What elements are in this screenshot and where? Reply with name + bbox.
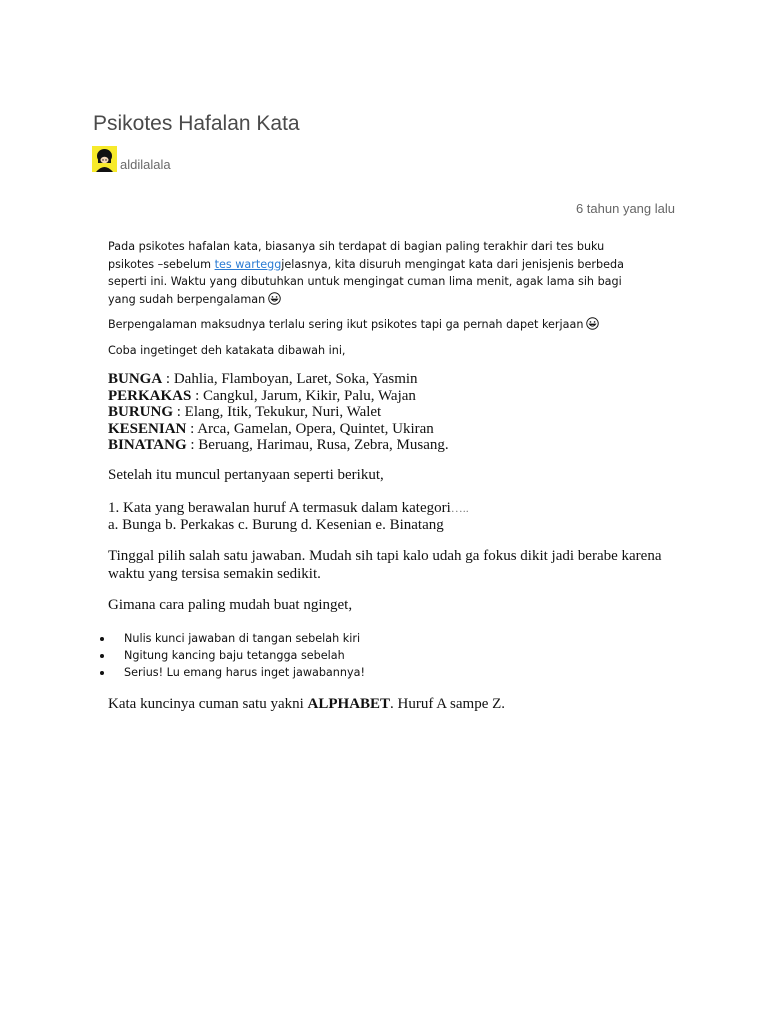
intro-paragraph — [108, 238, 648, 308]
category-words: : Cangkul, Jarum, Kikir, Palu, Wajan — [191, 387, 416, 404]
category-row — [108, 371, 449, 388]
closing-paragraph — [108, 696, 505, 713]
grinning-face-icon — [586, 317, 599, 330]
tes-wartegg-link[interactable]: tes wartegg — [214, 257, 282, 271]
question-options: a. Bunga b. Perkakas c. Burung d. Kesenian e. Binatang — [108, 517, 444, 533]
experience-paragraph — [108, 317, 599, 331]
avatar[interactable] — [92, 146, 117, 172]
category-row — [108, 421, 449, 438]
tip-text: Nulis kunci jawaban di tangan sebelah kiri — [124, 632, 361, 645]
closing-after: . Huruf A sampe Z. — [390, 696, 506, 712]
question-block — [108, 500, 469, 534]
category-row — [108, 404, 449, 421]
tip-text: Ngitung kancing baju tetangga sebelah — [124, 649, 345, 662]
category-name: KESENIAN — [108, 420, 187, 437]
tips-list — [98, 630, 365, 681]
author-row[interactable] — [92, 144, 171, 172]
after-paragraph: Setelah itu muncul pertanyaan seperti berikut, — [108, 467, 384, 483]
category-row — [108, 388, 449, 405]
category-words: : Dahlia, Flamboyan, Laret, Soka, Yasmin — [162, 371, 418, 387]
tip-text: Serius! Lu emang harus inget jawabannya! — [124, 666, 365, 679]
experience-text: Berpengalaman maksudnya terlalu sering ikut psikotes tapi ga pernah dapet kerjaan — [108, 318, 584, 331]
category-name: BUNGA — [108, 371, 163, 387]
instruction-paragraph: Coba ingetinget deh katakata dibawah ini, — [108, 344, 346, 357]
question-dots: ….. — [450, 501, 469, 515]
list-item — [98, 664, 365, 681]
category-name: BURUNG — [108, 404, 174, 421]
bullet-icon — [100, 637, 104, 641]
category-list — [108, 371, 449, 454]
category-words: : Arca, Gamelan, Opera, Quintet, Ukiran — [186, 420, 434, 437]
category-name: PERKAKAS — [108, 387, 192, 404]
bullet-icon — [100, 654, 104, 658]
closing-before: Kata kuncinya cuman satu yakni — [108, 696, 308, 712]
explanation-paragraph: Tinggal pilih salah satu jawaban. Mudah sih tapi kalo udah ga fokus dikit jadi berabe karena waktu yang tersisa semakin sedikit. — [108, 548, 662, 582]
intro-text-part1: Pada psikotes hafalan kata, biasanya sih terdapat di bagian paling terakhir dari tes buku psikotes –sebelum — [108, 240, 605, 271]
bullet-icon — [100, 671, 104, 675]
how-paragraph: Gimana cara paling mudah buat nginget, — [108, 597, 353, 613]
category-words: : Elang, Itik, Tekukur, Nuri, Walet — [173, 404, 382, 421]
intro-text-part2: jelasnya, kita disuruh mengingat kata dari jenisjenis berbeda seperti ini. Waktu yang dibutuhkan untuk mengingat cuman lima menit, agak lama sih bagi yang sudah berpengalaman — [108, 257, 624, 306]
question-text-line — [108, 500, 469, 517]
closing-keyword: ALPHABET — [307, 696, 391, 712]
timestamp: 6 tahun yang lalu — [575, 201, 675, 216]
grinning-face-icon — [268, 292, 281, 305]
avatar-icon — [92, 146, 117, 172]
page-title: Psikotes Hafalan Kata — [93, 112, 300, 135]
list-item — [98, 647, 365, 664]
category-name: BINATANG — [108, 437, 187, 454]
question-text: 1. Kata yang berawalan huruf A termasuk dalam kategori — [108, 500, 451, 516]
category-row — [108, 437, 449, 454]
author-name[interactable]: aldilalala — [120, 157, 171, 172]
category-words: : Beruang, Harimau, Rusa, Zebra, Musang. — [186, 437, 449, 454]
list-item — [98, 630, 365, 647]
